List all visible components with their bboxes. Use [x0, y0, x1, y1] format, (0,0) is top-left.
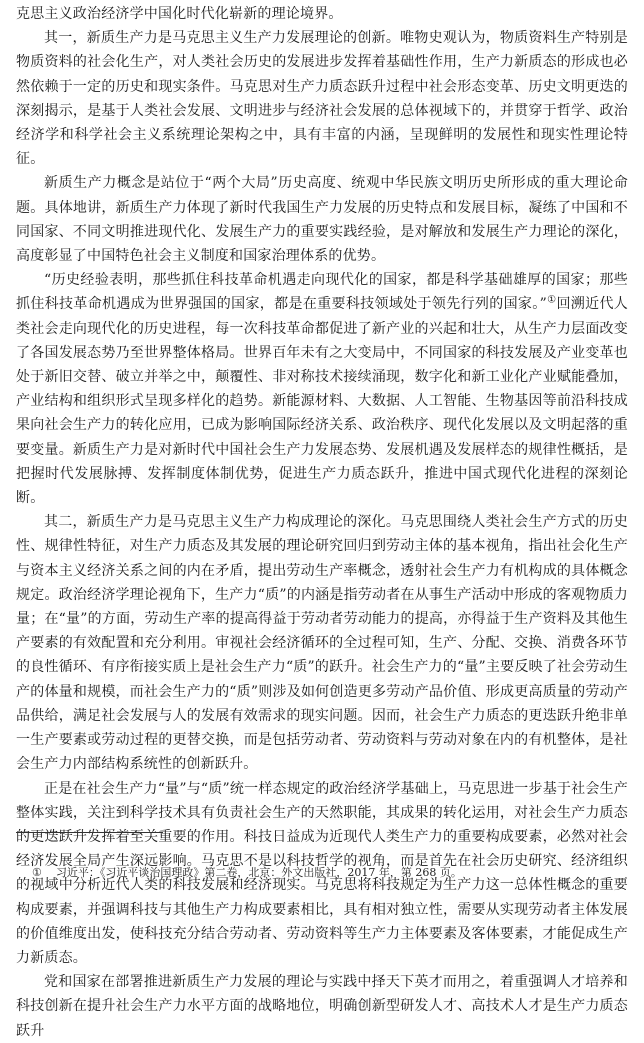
paragraph-text: 回溯近代人类社会走向现代化的历史进程，每一次科技革命都促进了新产业的兴起和壮大，从生产力层面改变了各国发展态势乃至世界整体格局。世界百年未有之大变局中，不同国家的科技发展及产业变革也处于新旧交替、破立并举之中，颠覆性、非对称技术接续涌现，数字化和新工业化产业赋能叠加，产业结构和组织形式呈现多样化的趋势。新能源材料、大数据、人工智能、生物基因等前沿科技成果向社会生产力的转化应用，已成为影响国际经济关系、政治秩序、现代化发展以及文明起落的重要变量。新质生产力是对新时代中国社会生产力发展态势、发展机遇及发展样态的规律性概括，是把握时代发展脉搏、发挥制度体制优势，促进生产力质态跃升，推进中国式现代化进程的深刻论断。: [16, 296, 629, 507]
paragraph: 其一，新质生产力是马克思主义生产力发展理论的创新。唯物史观认为，物质资料生产特别是物质资料的社会化生产，对人类社会历史的发展进步发挥着基础性作用，生产力新质态的形成也必然依赖于一定的历史和现实条件。马克思对生产力质态跃升过程中社会形态变革、历史文明更迭的深刻揭示，是基于人类社会发展、文明进步与经济社会发展的总体视域下的，并贯穿于哲学、政治经济学和科学社会主义系统理论架构之中，具有丰富的内涵，呈现鲜明的发展性和现实性理论特征。: [16, 30, 628, 168]
paragraph: 正是在社会生产力“量”与“质”统一样态规定的政治经济学基础上，马克思进一步基于社会生产整体实践，关注到科学技术具有负责社会生产的天然职能，其成果的转化运用，对社会生产力质态的更迭跃升发挥着至关重要的作用。科技日益成为近现代人类生产力的重要构成要素，必然对社会经济发展全局产生深远影响。马克思不是以科技哲学的视角，而是首先在社会历史研究、经济组织的视域中分析近代人类的科技发展和经济现实。马克思将科技规定为生产力这一总体性概念的重要构成要素，并强调科技与其他生产力构成要素相比，具有相对独立性，需要从实现劳动者主体发展的价值维度出发，使科技充分结合劳动者、劳动资料等生产力主体要素及客体要素，才能促成生产力新质态。: [16, 780, 628, 966]
paragraph: 新质生产力概念是站位于“两个大局”历史高度、统观中华民族文明历史所形成的重大理论命题。具体地讲，新质生产力体现了新时代我国生产力发展的历史特点和发展目标，凝练了中国和不同国家、不同文明推进现代化、发展生产力的重要实践经验，是对解放和发展生产力理论的深化，高度彰显了中国特色社会主义制度和国家治理体系的优势。: [16, 175, 628, 265]
footnote-mark: ①: [32, 866, 42, 879]
footnote-text: 习近平：《习近平谈治国理政》第二卷，北京：外文出版社，2017 年，第 268 页。: [55, 866, 462, 879]
footnote: [32, 866, 628, 880]
footnote-reference[interactable]: ①: [546, 294, 557, 306]
paragraph: 克思主义政治经济学中国化时代化崭新的理论境界。: [16, 6, 343, 22]
quotation: “历史经验表明，那些抓住科技革命机遇走向现代化的国家，都是科学基础雄厚的国家；那些抓住科技革命机遇成为世界强国的国家，都是在重要科技领域处于领先行列的国家。”: [16, 272, 628, 313]
body-text: [16, 2, 628, 1043]
footnote-divider: [16, 832, 163, 833]
paragraph-with-quote: [16, 268, 628, 510]
paragraph: 党和国家在部署推进新质生产力发展的理论与实践中择天下英才而用之，着重强调人才培养和科技创新在提升社会生产力水平方面的战略地位，明确创新型研发人才、高技术人才是生产力质态跃升: [16, 974, 628, 1039]
paragraph: 其二，新质生产力是马克思主义生产力构成理论的深化。马克思围绕人类社会生产方式的历史性、规律性特征，对生产力质态及其发展的理论研究回归到劳动主体的基本视角，指出社会化生产与资本主义经济关系之间的内在矛盾，提出劳动生产率概念，透射社会生产力有机构成的具体概念规定。政治经济学理论视角下，生产力“质”的内涵是指劳动者在从事生产活动中形成的客观物质力量；在“量”的方面，劳动生产率的提高得益于劳动者劳动能力的提高，亦得益于生产资料及其他生产要素的有效配置和充分利用。审视社会经济循环的全过程可知，生产、分配、交换、消费各环节的良性循环、有序衔接实质上是社会生产力“质”的跃升。社会生产力的“量”主要反映了社会劳动生产的体量和规模，而社会生产力的“质”则涉及如何创造更多劳动产品价值、形成更高质量的劳动产品供给，满足社会发展与人的发展有效需求的现实问题。因而，社会生产力质态的更迭跃升绝非单一生产要素或劳动过程的更替交换，而是包括劳动者、劳动资料与劳动对象在内的有机整体，是社会生产力内部结构系统性的创新跃升。: [16, 514, 628, 773]
